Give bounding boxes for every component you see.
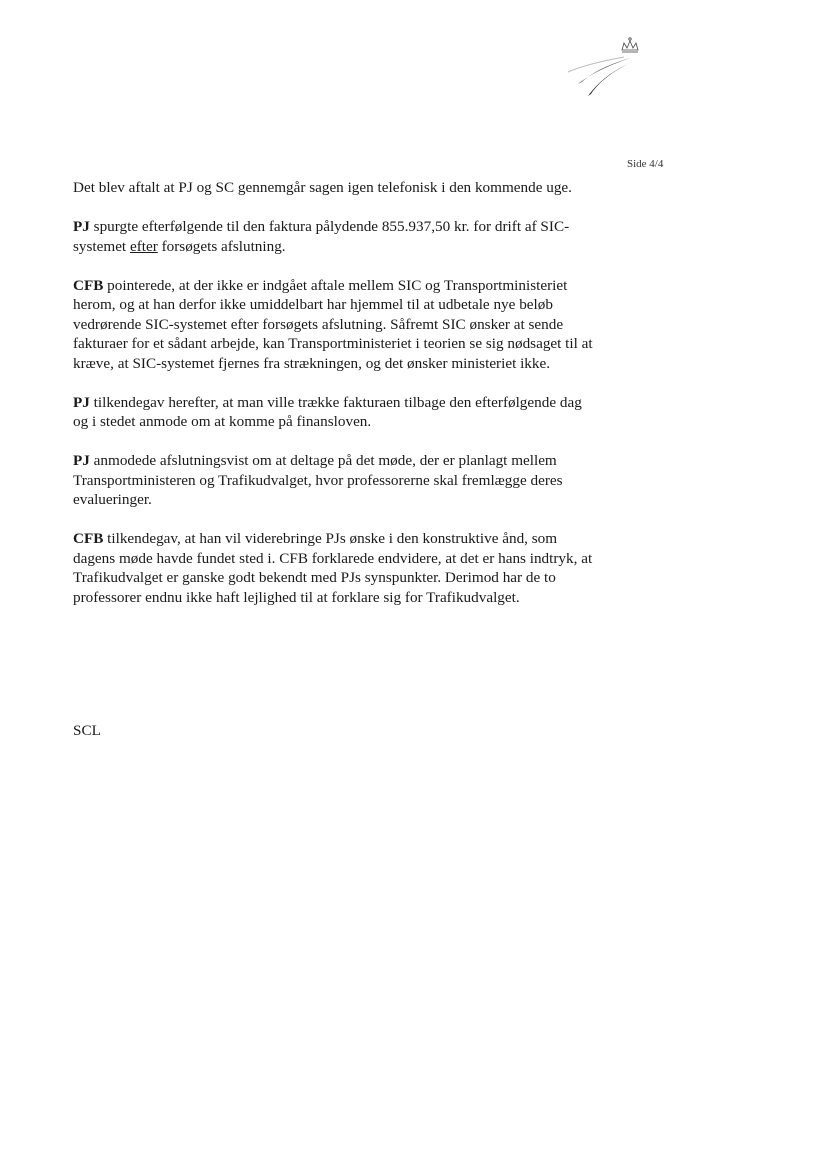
paragraph — [73, 529, 593, 607]
page-number: Side 4/4 — [627, 158, 664, 170]
ministry-logo-icon — [558, 34, 648, 100]
paragraph-text: tilkendegav herefter, at man ville trække fakturaen tilbage den efterfølgende dag og i stedet anmode om at komme på finansloven. — [73, 393, 582, 430]
paragraph-text: pointerede, at der ikke er indgået aftale mellem SIC og Transportministeriet herom, og at han derfor ikke umiddelbart har hjemmel til at udbetale nye beløb vedrørende SIC-systemet efter forsøgets afslutning. Såfremt SIC ønsker at sende fakturaer for et sådant arbejde, kan Transportministeriet i teorien se sig nødsaget til at kræve, at SIC-systemet fjernes fra strækningen, og det ønsker ministeriet ikke. — [73, 276, 593, 372]
signature-initials: SCL — [73, 722, 101, 739]
paragraph-text: tilkendegav, at han vil viderebringe PJs ønske i den konstruktive ånd, som dagens møde havde fundet sted i. CFB forklarede endvidere, at det er hans indtryk, at Trafikudvalget er ganske godt bekendt med PJs synspunkter. Derimod har de to professorer endnu ikke haft lejlighed til at forklare sig for Trafikudvalget. — [73, 530, 593, 606]
speaker-label: PJ — [73, 452, 90, 469]
paragraph-text: spurgte efterfølgende til den faktura pålydende 855.937,50 kr. for drift af SIC-systemet — [73, 218, 570, 255]
paragraph-text: anmodede afslutningsvist om at deltage på det møde, der er planlagt mellem Transportministeren og Trafikudvalget, hvor professorerne skal fremlægge deres evalueringer. — [73, 452, 563, 508]
paragraph — [73, 276, 593, 374]
speaker-label: CFB — [73, 530, 104, 547]
document-body — [73, 178, 593, 627]
paragraph — [73, 393, 593, 432]
underlined-word: efter — [129, 237, 158, 255]
paragraph — [73, 178, 593, 198]
paragraph — [73, 217, 593, 256]
paragraph — [73, 451, 593, 510]
paragraph-text: forsøgets afslutning. — [157, 237, 286, 255]
speaker-label: PJ — [73, 218, 90, 235]
paragraph-text: Det blev aftalt at PJ og SC gennemgår sagen igen telefonisk i den kommende uge. — [73, 179, 572, 196]
speaker-label: CFB — [73, 276, 104, 294]
speaker-label: PJ — [73, 393, 90, 411]
